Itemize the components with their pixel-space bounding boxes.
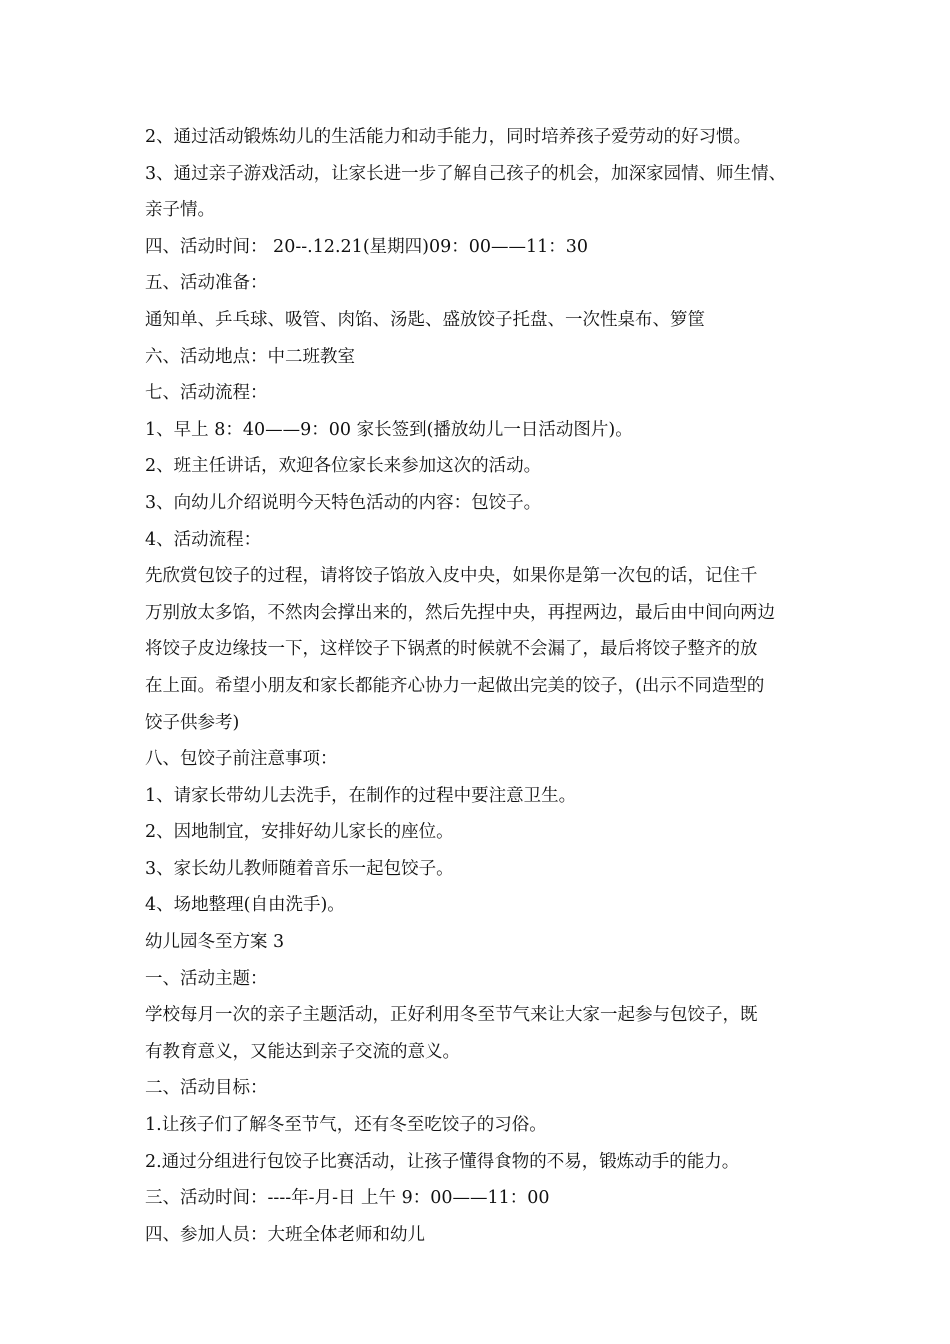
note-item-4: 4、场地整理(自由洗手)。 [145, 895, 345, 916]
note-item-2: 2、因地制宜，安排好幼儿家长的座位。 [145, 822, 454, 843]
theme-paragraph-line: 有教育意义，又能达到亲子交流的意义。 [145, 1041, 460, 1062]
process-step-2: 2、班主任讲话，欢迎各位家长来参加这次的活动。 [145, 456, 542, 477]
section-heading-goals: 二、活动目标： [145, 1078, 268, 1099]
note-item-3: 3、家长幼儿教师随着音乐一起包饺子。 [145, 858, 454, 879]
section-heading-process: 七、活动流程： [145, 383, 268, 404]
activity-location: 六、活动地点：中二班教室 [145, 346, 355, 367]
dumpling-paragraph-line: 在上面。希望小朋友和家长都能齐心协力一起做出完美的饺子，(出示不同造型的 [145, 675, 765, 696]
participants: 四、参加人员：大班全体老师和幼儿 [145, 1224, 425, 1245]
plan-title: 幼儿园冬至方案 3 [145, 932, 285, 953]
process-step-1: 1、早上 8：40——9：00 家长签到(播放幼儿一日活动图片)。 [145, 419, 633, 440]
note-item-1: 1、请家长带幼儿去洗手，在制作的过程中要注意卫生。 [145, 785, 577, 806]
activity-time-2: 三、活动时间：----年-月-日 上午 9：00——11：00 [145, 1188, 550, 1209]
goal-line-3-cont: 亲子情。 [145, 200, 215, 221]
theme-paragraph-line: 学校每月一次的亲子主题活动，正好利用冬至节气来让大家一起参与包饺子，既 [145, 1005, 758, 1026]
process-step-4: 4、活动流程： [145, 529, 262, 550]
document-body [145, 119, 810, 1253]
dumpling-paragraph-line: 万别放太多馅，不然肉会撑出来的，然后先捏中央，再捏两边，最后由中间向两边 [145, 602, 775, 623]
dumpling-paragraph-line: 将饺子皮边缘技一下，这样饺子下锅煮的时候就不会漏了，最后将饺子整齐的放 [145, 639, 758, 660]
goal-item-2: 2.通过分组进行包饺子比赛活动，让孩子懂得食物的不易，锻炼动手的能力。 [145, 1151, 740, 1172]
goal-line-2: 2、通过活动锻炼幼儿的生活能力和动手能力，同时培养孩子爱劳动的好习惯。 [145, 127, 752, 147]
goal-line-3: 3、通过亲子游戏活动，让家长进一步了解自己孩子的机会，加深家园情、师生情、 [145, 163, 787, 184]
dumpling-paragraph-line: 先欣赏包饺子的过程，请将饺子馅放入皮中央，如果你是第一次包的话，记住千 [145, 566, 758, 587]
process-step-3: 3、向幼儿介绍说明今天特色活动的内容：包饺子。 [145, 492, 542, 513]
activity-time: 四、活动时间： 20--.12.21(星期四)09：00——11：30 [145, 236, 589, 257]
section-heading-theme: 一、活动主题： [145, 968, 268, 989]
dumpling-paragraph-line: 饺子供参考) [145, 712, 240, 733]
preparation-items: 通知单、乒乓球、吸管、肉馅、汤匙、盛放饺子托盘、一次性桌布、箩筐 [145, 309, 705, 330]
goal-item-1: 1.让孩子们了解冬至节气，还有冬至吃饺子的习俗。 [145, 1115, 547, 1136]
section-heading-preparation: 五、活动准备： [145, 273, 268, 294]
section-heading-notes: 八、包饺子前注意事项： [145, 749, 338, 770]
